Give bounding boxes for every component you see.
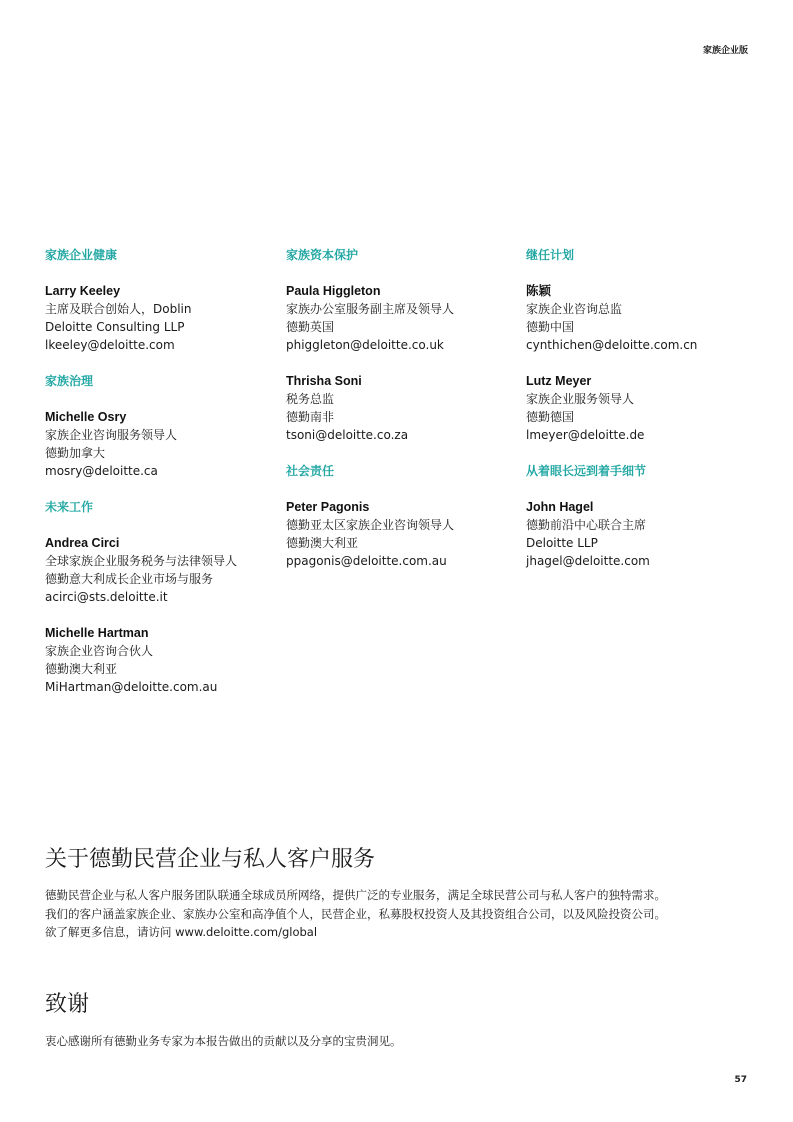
contact-card [526,498,756,570]
contact-organization: 德勤澳大利亚 [286,536,359,550]
contact-email[interactable]: acirci@sts.deloitte.it [45,590,168,604]
contact-organization: 德勤英国 [286,320,335,334]
contact-organization: 德勤意大利成长企业市场与服务 [45,572,214,586]
contact-card [45,282,275,354]
about-line: 德勤民营企业与私人客户服务团队联通全球成员所网络，提供广泛的专业服务，满足全球民营公司与私人客户的独特需求。 [45,888,666,902]
contact-card [45,534,275,606]
contact-email[interactable]: jhagel@deloitte.com [526,554,650,568]
contact-card [286,282,516,354]
about-paragraph [45,886,745,942]
contact-title: 德勤前沿中心联合主席 [526,518,647,532]
contact-name: Lutz Meyer [526,374,592,388]
contact-title: 家族企业服务领导人 [526,392,635,406]
contact-title: 德勤亚太区家族企业咨询领导人 [286,518,455,532]
section-title: 家族企业健康 [45,248,118,262]
section-title: 家族治理 [45,374,94,388]
contact-card [286,498,516,570]
contacts-column-1 [45,246,275,714]
section-title: 未来工作 [45,500,94,514]
contact-name: Thrisha Soni [286,374,362,388]
section-title: 家族资本保护 [286,248,359,262]
contact-section [45,498,275,696]
acknowledgements-heading: 致谢 [45,992,90,1017]
contact-name: Paula Higgleton [286,284,381,298]
contact-title: 家族办公室服务副主席及领导人 [286,302,455,316]
contact-organization: 德勤中国 [526,320,575,334]
section-title: 继任计划 [526,248,575,262]
contact-section [45,372,275,480]
about-line-website[interactable]: 欲了解更多信息，请访问 www.deloitte.com/global [45,925,318,939]
contact-organization: 德勤南非 [286,410,335,424]
contact-organization: 德勤德国 [526,410,575,424]
contact-title: 家族企业咨询服务领导人 [45,428,178,442]
contact-card [526,282,756,354]
contact-section [286,246,516,444]
contact-email[interactable]: cynthichen@deloitte.com.cn [526,338,698,352]
contact-card [45,408,275,480]
page-number: 57 [734,1075,747,1085]
contact-organization: 德勤澳大利亚 [45,662,118,676]
contact-organization: 德勤加拿大 [45,446,106,460]
section-title: 社会责任 [286,464,335,478]
section-title: 从着眼长远到着手细节 [526,464,647,478]
contact-card [286,372,516,444]
contact-email[interactable]: mosry@deloitte.ca [45,464,158,478]
contact-organization: Deloitte Consulting LLP [45,320,185,334]
contact-name: Michelle Hartman [45,626,149,640]
contact-name: Andrea Circi [45,536,120,550]
contact-email[interactable]: MiHartman@deloitte.com.au [45,680,218,694]
acknowledgements-text: 衷心感谢所有德勤业务专家为本报告做出的贡献以及分享的宝贵洞见。 [45,1034,402,1048]
contact-email[interactable]: ppagonis@deloitte.com.au [286,554,447,568]
contact-title: 主席及联合创始人，Doblin [45,302,192,316]
contact-title: 全球家族企业服务税务与法律领导人 [45,554,238,568]
contact-email[interactable]: tsoni@deloitte.co.za [286,428,409,442]
contact-section [286,462,516,570]
contact-name: 陈颖 [526,284,552,298]
contacts-grid [45,246,765,706]
contact-title: 家族企业咨询总监 [526,302,623,316]
contact-email[interactable]: lkeeley@deloitte.com [45,338,175,352]
contact-title: 家族企业咨询合伙人 [45,644,154,658]
contacts-column-3 [526,246,756,588]
contact-name: Peter Pagonis [286,500,370,514]
publication-label: 家族企业版 [702,46,748,56]
contact-section [526,246,756,444]
contact-name: Larry Keeley [45,284,121,298]
about-line: 我们的客户涵盖家族企业、家族办公室和高净值个人，民营企业，私募股权投资人及其投资组合公司，以及风险投资公司。 [45,906,666,921]
contact-section [526,462,756,570]
about-heading: 关于德勤民营企业与私人客户服务 [45,847,376,872]
contact-name: Michelle Osry [45,410,127,424]
contact-organization: Deloitte LLP [526,536,598,550]
contact-title: 税务总监 [286,392,335,406]
contacts-column-2 [286,246,516,588]
contact-section [45,246,275,354]
contact-card [526,372,756,444]
contact-email[interactable]: lmeyer@deloitte.de [526,428,645,442]
contact-name: John Hagel [526,500,594,514]
contact-card [45,624,275,696]
contact-email[interactable]: phiggleton@deloitte.co.uk [286,338,444,352]
